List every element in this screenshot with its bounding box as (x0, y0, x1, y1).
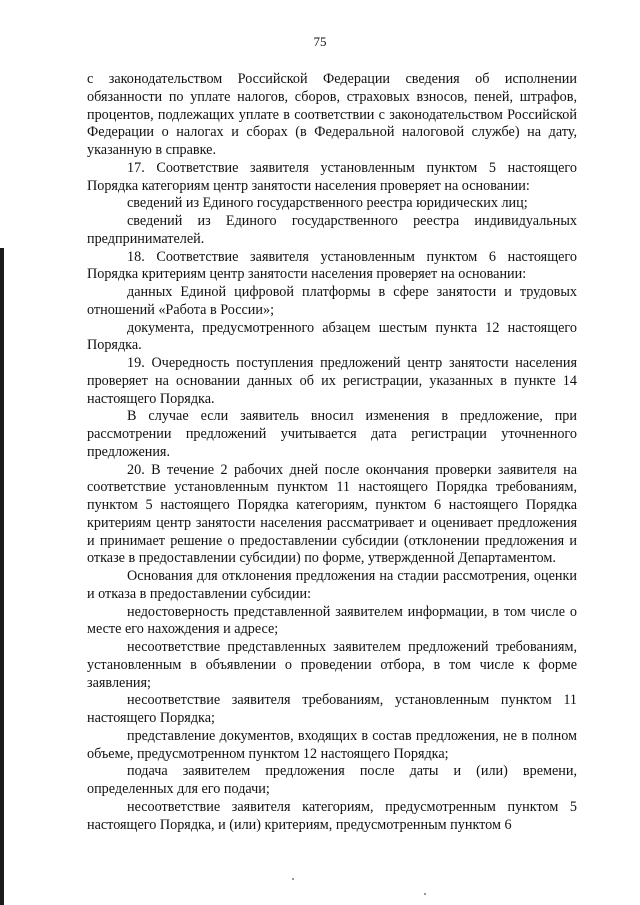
scan-artifact (424, 893, 426, 895)
scan-edge-mark (0, 248, 4, 905)
document-body (87, 71, 577, 834)
page-number: 75 (313, 34, 327, 49)
paragraph-14: представление документов, входящих в состав предложения, не в полном объеме, предусмотренном пунктом 12 настоящего Порядка; (87, 727, 577, 762)
paragraph-8: В случае если заявитель вносил изменения в предложение, при рассмотрении предложений учитывается дата регистрации уточненного предложения. (87, 408, 577, 460)
paragraph-9: 20. В течение 2 рабочих дней после окончания проверки заявителя на соответствие установленным пунктом 11 настоящего Порядка требованиям, пунктом 5 настоящего Порядка категориям, пунктом 6 настоящего Порядка критериям центр занятости населения рассматривает и оценивает предложения и принимает решение о предоставлении субсидии (отклонении предложения и отказе в предоставлении субсидии) по форме, утвержденной Департаментом. (87, 461, 577, 567)
paragraph-7: 19. Очередность поступления предложений центр занятости населения проверяет на основании данных об их регистрации, указанных в пункте 14 настоящего Порядка. (87, 355, 577, 407)
paragraph-3: сведений из Единого государственного реестра индивидуальных предпринимателей. (87, 213, 577, 247)
paragraph-1: 17. Соответствие заявителя установленным пунктом 5 настоящего Порядка категориям центр занятости населения проверяет на основании: (87, 159, 577, 194)
paragraph-11: недостоверность представленной заявителем информации, в том числе о месте его нахождения и адресе; (87, 603, 577, 638)
paragraph-15: подача заявителем предложения после даты и (или) времени, определенных для его подачи; (87, 763, 577, 797)
paragraph-0: с законодательством Российской Федерации сведения об исполнении обязанности по уплате налогов, сборов, страховых взносов, пеней, штрафов, процентов, подлежащих уплате в соответствии с законодательством Российской Федерации о налогах и сборах (в Федеральной налоговой службе) на дату, указанную в справке. (87, 71, 577, 158)
paragraph-10: Основания для отклонения предложения на стадии рассмотрения, оценки и отказа в предоставлении субсидии: (87, 568, 577, 602)
paragraph-13: несоответствие заявителя требованиям, установленным пунктом 11 настоящего Порядка; (87, 692, 577, 726)
paragraph-16: несоответствие заявителя категориям, предусмотренным пунктом 5 настоящего Порядка, и (или) критериям, предусмотренным пунктом 6 (87, 798, 577, 833)
paragraph-5: данных Единой цифровой платформы в сфере занятости и трудовых отношений «Работа в России»; (87, 284, 577, 318)
paragraph-6: документа, предусмотренного абзацем шестым пункта 12 настоящего Порядка. (87, 319, 577, 354)
scan-artifact (292, 878, 294, 880)
paragraph-4: 18. Соответствие заявителя установленным пунктом 6 настоящего Порядка критериям центр занятости населения проверяет на основании: (87, 248, 577, 283)
paragraph-2: сведений из Единого государственного реестра юридических лиц; (127, 195, 528, 212)
paragraph-12: несоответствие представленных заявителем предложений требованиям, установленным в объявлении о проведении отбора, в том числе к форме заявления; (87, 639, 577, 691)
